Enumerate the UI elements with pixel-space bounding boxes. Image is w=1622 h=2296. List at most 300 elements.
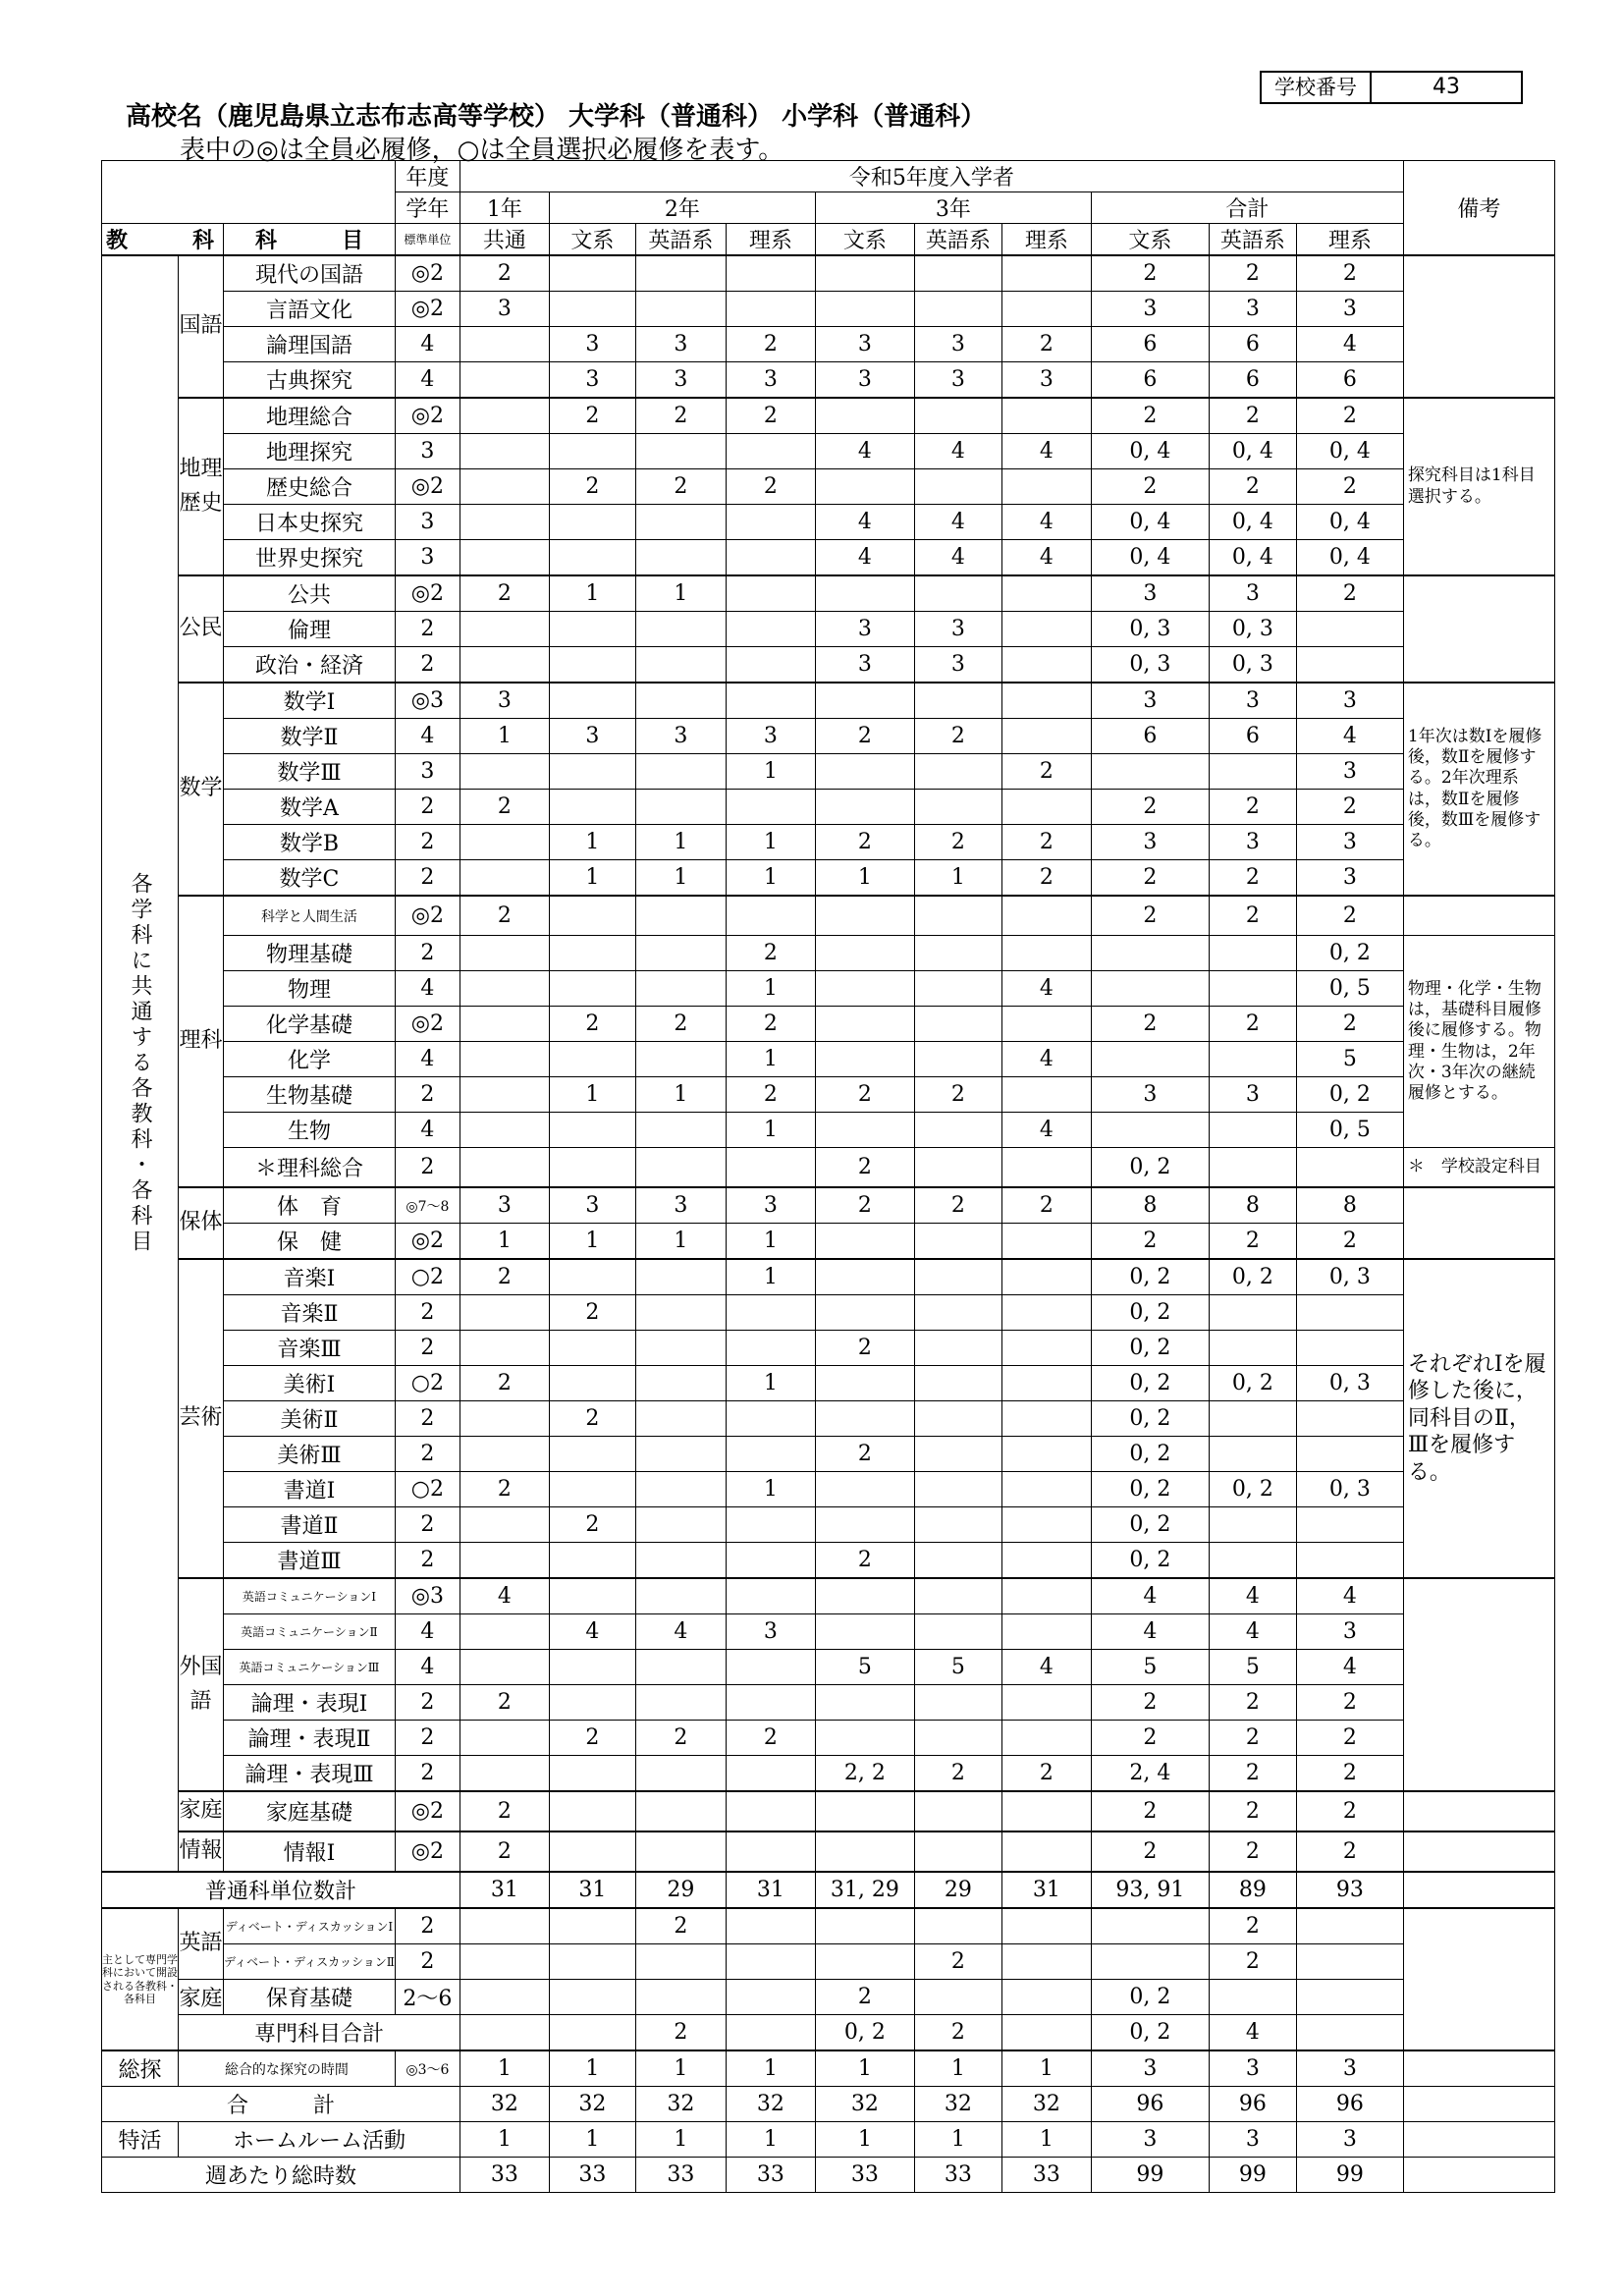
row-39-cell-8: 5 (1209, 1650, 1296, 1685)
row-40-cell-0: 2 (460, 1685, 549, 1721)
subject-name: 古典探究 (224, 362, 396, 399)
row-42-cell-7: 2, 4 (1091, 1756, 1209, 1792)
row-35-cell-0 (460, 1507, 549, 1543)
table-row (102, 1721, 1555, 1756)
row-12-cell-8: 3 (1209, 683, 1296, 719)
weekly-label: 週あたり総時数 (102, 2158, 460, 2193)
table-row (102, 1148, 1555, 1188)
row-30-cell-8 (1209, 1331, 1296, 1366)
row-21-cell-1: 2 (549, 1007, 635, 1042)
row-4-cell-3: 2 (726, 398, 815, 434)
row-29-cell-4 (815, 1295, 914, 1331)
row-34-cell-7: 0, 2 (1091, 1472, 1209, 1507)
row-25-cell-2 (635, 1148, 726, 1188)
row-25-cell-8 (1209, 1148, 1296, 1188)
table-row (102, 1042, 1555, 1077)
row-1-cell-6 (1001, 292, 1091, 327)
row-25-cell-9 (1296, 1148, 1403, 1188)
row-11-cell-5: 3 (914, 647, 1001, 683)
special-0-cell-6 (1001, 1908, 1091, 1944)
row-18-cell-3 (726, 896, 815, 936)
area-保体: 保体 (179, 1187, 224, 1259)
row-28-cell-7: 0, 2 (1091, 1259, 1209, 1295)
row-31-cell-5 (914, 1366, 1001, 1401)
row-29-cell-9 (1296, 1295, 1403, 1331)
row-2-cell-8: 6 (1209, 327, 1296, 362)
row-41-cell-2: 2 (635, 1721, 726, 1756)
standard-units: ◎2 (395, 1791, 460, 1831)
subject-name: 保育基礎 (224, 1980, 396, 2015)
row-3-cell-0 (460, 362, 549, 399)
row-14-cell-1 (549, 754, 635, 790)
standard-units: 2 (395, 1756, 460, 1792)
row-22-cell-4 (815, 1042, 914, 1077)
row-36-cell-6 (1001, 1543, 1091, 1579)
table-row (102, 790, 1555, 825)
special-total-cell-4: 0, 2 (815, 2015, 914, 2051)
row-4-cell-1: 2 (549, 398, 635, 434)
remarks-empty (1403, 1908, 1554, 2050)
row-42-cell-2 (635, 1756, 726, 1792)
row-43-cell-0: 2 (460, 1791, 549, 1831)
row-23-cell-9: 0, 2 (1296, 1077, 1403, 1113)
row-26-cell-3: 3 (726, 1187, 815, 1224)
table-row (102, 1113, 1555, 1148)
row-17-cell-4: 1 (815, 860, 914, 897)
row-16-cell-2: 1 (635, 825, 726, 860)
row-25-cell-5 (914, 1148, 1001, 1188)
table-row (102, 1187, 1555, 1224)
row-17-cell-1: 1 (549, 860, 635, 897)
row-11-cell-6 (1001, 647, 1091, 683)
row-2-cell-4: 3 (815, 327, 914, 362)
row-20-cell-3: 1 (726, 971, 815, 1007)
row-22-cell-6: 4 (1001, 1042, 1091, 1077)
special-0-cell-8: 2 (1209, 1908, 1296, 1944)
row-23-cell-0 (460, 1077, 549, 1113)
row-6-cell-5 (914, 469, 1001, 505)
subject-name: 英語コミュニケーションⅠ (224, 1578, 396, 1614)
subject-name: 家庭基礎 (224, 1791, 396, 1831)
row-43-cell-3 (726, 1791, 815, 1831)
row-29-cell-1: 2 (549, 1295, 635, 1331)
legend-text: 表中の◎は全員必履修，○は全員選択必履修を表す。 (180, 136, 784, 165)
remarks-note-rika_star: ＊ 学校設定科目 (1403, 1148, 1554, 1188)
header-y2: 2年 (549, 192, 815, 224)
row-43-cell-2 (635, 1791, 726, 1831)
special-1-cell-2 (635, 1944, 726, 1980)
standard-units: 2 (395, 1507, 460, 1543)
row-43-cell-7: 2 (1091, 1791, 1209, 1831)
row-44-cell-3 (726, 1831, 815, 1872)
row-30-cell-1 (549, 1331, 635, 1366)
remarks-note-none (1403, 255, 1554, 398)
row-38-cell-9: 3 (1296, 1614, 1403, 1650)
row-22-cell-5 (914, 1042, 1001, 1077)
special-2-cell-2 (635, 1980, 726, 2015)
row-15-cell-5 (914, 790, 1001, 825)
header-y2-eigo: 英語系 (635, 224, 726, 256)
standard-units: 2 (395, 647, 460, 683)
tankyu-row (102, 2050, 1555, 2087)
row-16-cell-1: 1 (549, 825, 635, 860)
special-total-cell-7: 0, 2 (1091, 2015, 1209, 2051)
subject-name: 倫理 (224, 612, 396, 647)
subject-name: 美術Ⅲ (224, 1437, 396, 1472)
special-0-cell-4 (815, 1908, 914, 1944)
row-7-cell-7: 0, 4 (1091, 505, 1209, 540)
row-27-cell-0: 1 (460, 1224, 549, 1260)
row-21-cell-3: 2 (726, 1007, 815, 1042)
row-35-cell-2 (635, 1507, 726, 1543)
row-21-cell-6 (1001, 1007, 1091, 1042)
table-row (102, 1578, 1555, 1614)
general-total-cell-6: 31 (1001, 1872, 1091, 1908)
row-17-cell-6: 2 (1001, 860, 1091, 897)
table-row (102, 1472, 1555, 1507)
row-9-cell-6 (1001, 575, 1091, 612)
row-19-cell-6 (1001, 936, 1091, 971)
table-row (102, 936, 1555, 971)
row-34-cell-3: 1 (726, 1472, 815, 1507)
special-row (102, 1944, 1555, 1980)
header-y3: 3年 (815, 192, 1091, 224)
subject-name: 生物基礎 (224, 1077, 396, 1113)
general-total-cell-9: 93 (1296, 1872, 1403, 1908)
row-42-cell-6: 2 (1001, 1756, 1091, 1792)
row-15-cell-9: 2 (1296, 790, 1403, 825)
row-19-cell-7 (1091, 936, 1209, 971)
special-area-家庭: 家庭 (179, 1980, 224, 2015)
row-7-cell-9: 0, 4 (1296, 505, 1403, 540)
row-15-cell-2 (635, 790, 726, 825)
row-21-cell-9: 2 (1296, 1007, 1403, 1042)
tankyu-cell-7: 3 (1091, 2050, 1209, 2087)
row-39-cell-3 (726, 1650, 815, 1685)
subject-name: 歴史総合 (224, 469, 396, 505)
row-12-cell-9: 3 (1296, 683, 1403, 719)
goukei-cell-2: 32 (635, 2087, 726, 2122)
row-32-cell-5 (914, 1401, 1001, 1437)
table-row (102, 825, 1555, 860)
row-44-cell-8: 2 (1209, 1831, 1296, 1872)
table-row (102, 469, 1555, 505)
subject-name: 保 健 (224, 1224, 396, 1260)
area-数学: 数学 (179, 683, 224, 896)
row-33-cell-8 (1209, 1437, 1296, 1472)
row-2-cell-9: 4 (1296, 327, 1403, 362)
subject-name: 言語文化 (224, 292, 396, 327)
row-16-cell-4: 2 (815, 825, 914, 860)
row-4-cell-4 (815, 398, 914, 434)
row-36-cell-9 (1296, 1543, 1403, 1579)
weekly-cell-1: 33 (549, 2158, 635, 2193)
row-8-cell-7: 0, 4 (1091, 540, 1209, 576)
special-0-cell-7 (1091, 1908, 1209, 1944)
row-40-cell-9: 2 (1296, 1685, 1403, 1721)
row-10-cell-5: 3 (914, 612, 1001, 647)
row-14-cell-2 (635, 754, 726, 790)
row-14-cell-5 (914, 754, 1001, 790)
row-44-cell-2 (635, 1831, 726, 1872)
row-29-cell-3 (726, 1295, 815, 1331)
row-23-cell-1: 1 (549, 1077, 635, 1113)
row-18-cell-4 (815, 896, 914, 936)
row-22-cell-3: 1 (726, 1042, 815, 1077)
special-total-row (102, 2015, 1555, 2051)
row-36-cell-0 (460, 1543, 549, 1579)
standard-units: 2 (395, 1437, 460, 1472)
row-43-cell-5 (914, 1791, 1001, 1831)
row-7-cell-6: 4 (1001, 505, 1091, 540)
row-26-cell-8: 8 (1209, 1187, 1296, 1224)
special-1-cell-6 (1001, 1944, 1091, 1980)
table-row (102, 398, 1555, 434)
header-y3-bun: 文系 (815, 224, 914, 256)
row-44-cell-0: 2 (460, 1831, 549, 1872)
standard-units: ◎3 (395, 1578, 460, 1614)
table-row (102, 612, 1555, 647)
standard-units: ◎7～8 (395, 1187, 460, 1224)
row-40-cell-7: 2 (1091, 1685, 1209, 1721)
standard-units: ◎2 (395, 398, 460, 434)
weekly-cell-7: 99 (1091, 2158, 1209, 2193)
row-24-cell-3: 1 (726, 1113, 815, 1148)
weekly-row (102, 2158, 1555, 2193)
subject-name: 体 育 (224, 1187, 396, 1224)
standard-units: ◎2 (395, 292, 460, 327)
header-y3-eigo: 英語系 (914, 224, 1001, 256)
special-total-cell-0 (460, 2015, 549, 2051)
subject-name: 論理国語 (224, 327, 396, 362)
row-30-cell-2 (635, 1331, 726, 1366)
row-25-cell-7: 0, 2 (1091, 1148, 1209, 1188)
row-8-cell-1 (549, 540, 635, 576)
row-29-cell-0 (460, 1295, 549, 1331)
standard-units: 2 (395, 1543, 460, 1579)
row-10-cell-6 (1001, 612, 1091, 647)
row-38-cell-7: 4 (1091, 1614, 1209, 1650)
standard-units: 2 (395, 1331, 460, 1366)
row-37-cell-3 (726, 1578, 815, 1614)
goukei-cell-7: 96 (1091, 2087, 1209, 2122)
row-7-cell-0 (460, 505, 549, 540)
subject-name: 美術Ⅰ (224, 1366, 396, 1401)
row-27-cell-7: 2 (1091, 1224, 1209, 1260)
row-3-cell-2: 3 (635, 362, 726, 399)
row-30-cell-4: 2 (815, 1331, 914, 1366)
table-row (102, 1507, 1555, 1543)
row-6-cell-8: 2 (1209, 469, 1296, 505)
tankyu-cell-8: 3 (1209, 2050, 1296, 2087)
table-row (102, 754, 1555, 790)
row-44-cell-4 (815, 1831, 914, 1872)
row-19-cell-2 (635, 936, 726, 971)
remarks-note-none (1403, 1578, 1554, 1791)
row-23-cell-2: 1 (635, 1077, 726, 1113)
standard-units: 2～6 (395, 1980, 460, 2015)
row-7-cell-5: 4 (914, 505, 1001, 540)
row-25-cell-3 (726, 1148, 815, 1188)
table-row (102, 255, 1555, 292)
row-16-cell-6: 2 (1001, 825, 1091, 860)
remarks-note-none (1403, 1831, 1554, 1872)
standard-units: 3 (395, 505, 460, 540)
general-total-row (102, 1872, 1555, 1908)
weekly-cell-3: 33 (726, 2158, 815, 2193)
subject-name: 書道Ⅰ (224, 1472, 396, 1507)
subject-name: 数学A (224, 790, 396, 825)
remarks-note-geijutsu: それぞれⅠを履修した後に，同科目のⅡ，Ⅲを履修する。 (1403, 1259, 1554, 1578)
row-0-cell-9: 2 (1296, 255, 1403, 292)
subject-name: 数学Ⅲ (224, 754, 396, 790)
table-row (102, 1791, 1555, 1831)
row-41-cell-6 (1001, 1721, 1091, 1756)
remarks-note-chireki: 探究科目は1科目選択する。 (1403, 398, 1554, 575)
row-12-cell-2 (635, 683, 726, 719)
table-row (102, 860, 1555, 897)
remarks-note-suugaku: 1年次は数Ⅰを履修後，数Ⅱを履修する。2年次理系は，数Ⅱを履修後，数Ⅲを履修する。 (1403, 683, 1554, 896)
row-13-cell-4: 2 (815, 719, 914, 754)
area-地理歴史: 地理歴史 (179, 398, 224, 575)
row-35-cell-4 (815, 1507, 914, 1543)
tankyu-cell-9: 3 (1296, 2050, 1403, 2087)
area-国語: 国語 (179, 255, 224, 398)
row-21-cell-7: 2 (1091, 1007, 1209, 1042)
row-41-cell-4 (815, 1721, 914, 1756)
standard-units: ◎2 (395, 1224, 460, 1260)
row-8-cell-9: 0, 4 (1296, 540, 1403, 576)
row-40-cell-8: 2 (1209, 1685, 1296, 1721)
row-8-cell-0 (460, 540, 549, 576)
subject-name: ディベート・ディスカッションⅠ (224, 1908, 396, 1944)
header-total-bun: 文系 (1091, 224, 1209, 256)
remarks-empty (1403, 2087, 1554, 2122)
standard-units: 2 (395, 1685, 460, 1721)
special-1-cell-1 (549, 1944, 635, 1980)
tankyu-cell-1: 1 (549, 2050, 635, 2087)
standard-units: 3 (395, 754, 460, 790)
standard-units: 4 (395, 971, 460, 1007)
row-0-cell-6 (1001, 255, 1091, 292)
subject-name: 世界史探究 (224, 540, 396, 576)
general-total-cell-2: 29 (635, 1872, 726, 1908)
row-10-cell-9 (1296, 612, 1403, 647)
row-28-cell-9: 0, 3 (1296, 1259, 1403, 1295)
row-16-cell-3: 1 (726, 825, 815, 860)
row-12-cell-5 (914, 683, 1001, 719)
standard-units: ○2 (395, 1472, 460, 1507)
row-7-cell-3 (726, 505, 815, 540)
row-27-cell-5 (914, 1224, 1001, 1260)
row-33-cell-3 (726, 1437, 815, 1472)
row-17-cell-8: 2 (1209, 860, 1296, 897)
tankyu-area: 総探 (102, 2050, 179, 2087)
row-12-cell-3 (726, 683, 815, 719)
standard-units: 4 (395, 719, 460, 754)
row-21-cell-4 (815, 1007, 914, 1042)
row-33-cell-7: 0, 2 (1091, 1437, 1209, 1472)
goukei-row (102, 2087, 1555, 2122)
row-6-cell-6 (1001, 469, 1091, 505)
row-27-cell-9: 2 (1296, 1224, 1403, 1260)
row-22-cell-1 (549, 1042, 635, 1077)
special-2-cell-3 (726, 1980, 815, 2015)
row-5-cell-9: 0, 4 (1296, 434, 1403, 469)
row-31-cell-9: 0, 3 (1296, 1366, 1403, 1401)
row-3-cell-9: 6 (1296, 362, 1403, 399)
table-row (102, 1401, 1555, 1437)
table-row (102, 1077, 1555, 1113)
row-9-cell-3 (726, 575, 815, 612)
subject-name: ディベート・ディスカッションⅡ (224, 1944, 396, 1980)
row-0-cell-2 (635, 255, 726, 292)
remarks-note-none (1403, 896, 1554, 936)
goukei-cell-9: 96 (1296, 2087, 1403, 2122)
row-36-cell-1 (549, 1543, 635, 1579)
special-area-英語: 英語 (179, 1908, 224, 1980)
row-42-cell-8: 2 (1209, 1756, 1296, 1792)
row-13-cell-2: 3 (635, 719, 726, 754)
header-row-course (102, 224, 1555, 256)
row-31-cell-3: 1 (726, 1366, 815, 1401)
row-12-cell-7: 3 (1091, 683, 1209, 719)
row-13-cell-1: 3 (549, 719, 635, 754)
row-11-cell-0 (460, 647, 549, 683)
row-32-cell-4 (815, 1401, 914, 1437)
special-total-cell-6 (1001, 2015, 1091, 2051)
row-37-cell-5 (914, 1578, 1001, 1614)
row-5-cell-4: 4 (815, 434, 914, 469)
row-42-cell-1 (549, 1756, 635, 1792)
row-34-cell-1 (549, 1472, 635, 1507)
row-5-cell-0 (460, 434, 549, 469)
header-kyoutsu: 共通 (460, 224, 549, 256)
row-19-cell-5 (914, 936, 1001, 971)
row-44-cell-7: 2 (1091, 1831, 1209, 1872)
row-32-cell-7: 0, 2 (1091, 1401, 1209, 1437)
row-44-cell-1 (549, 1831, 635, 1872)
table-row (102, 505, 1555, 540)
row-35-cell-1: 2 (549, 1507, 635, 1543)
row-8-cell-3 (726, 540, 815, 576)
row-3-cell-5: 3 (914, 362, 1001, 399)
row-29-cell-5 (914, 1295, 1001, 1331)
row-24-cell-9: 0, 5 (1296, 1113, 1403, 1148)
header-row-year (102, 161, 1555, 192)
row-5-cell-6: 4 (1001, 434, 1091, 469)
row-16-cell-8: 3 (1209, 825, 1296, 860)
standard-units: ◎2 (395, 1007, 460, 1042)
row-9-cell-8: 3 (1209, 575, 1296, 612)
tankyu-cell-4: 1 (815, 2050, 914, 2087)
subject-name: 化学 (224, 1042, 396, 1077)
tokkatsu-subject: ホームルーム活動 (179, 2122, 460, 2158)
special-2-cell-8 (1209, 1980, 1296, 2015)
subject-name: 数学B (224, 825, 396, 860)
table-row (102, 1685, 1555, 1721)
weekly-cell-9: 99 (1296, 2158, 1403, 2193)
row-35-cell-8 (1209, 1507, 1296, 1543)
row-18-cell-0: 2 (460, 896, 549, 936)
row-22-cell-0 (460, 1042, 549, 1077)
row-11-cell-2 (635, 647, 726, 683)
special-1-cell-5: 2 (914, 1944, 1001, 1980)
row-10-cell-8: 0, 3 (1209, 612, 1296, 647)
goukei-cell-6: 32 (1001, 2087, 1091, 2122)
row-16-cell-9: 3 (1296, 825, 1403, 860)
row-33-cell-2 (635, 1437, 726, 1472)
